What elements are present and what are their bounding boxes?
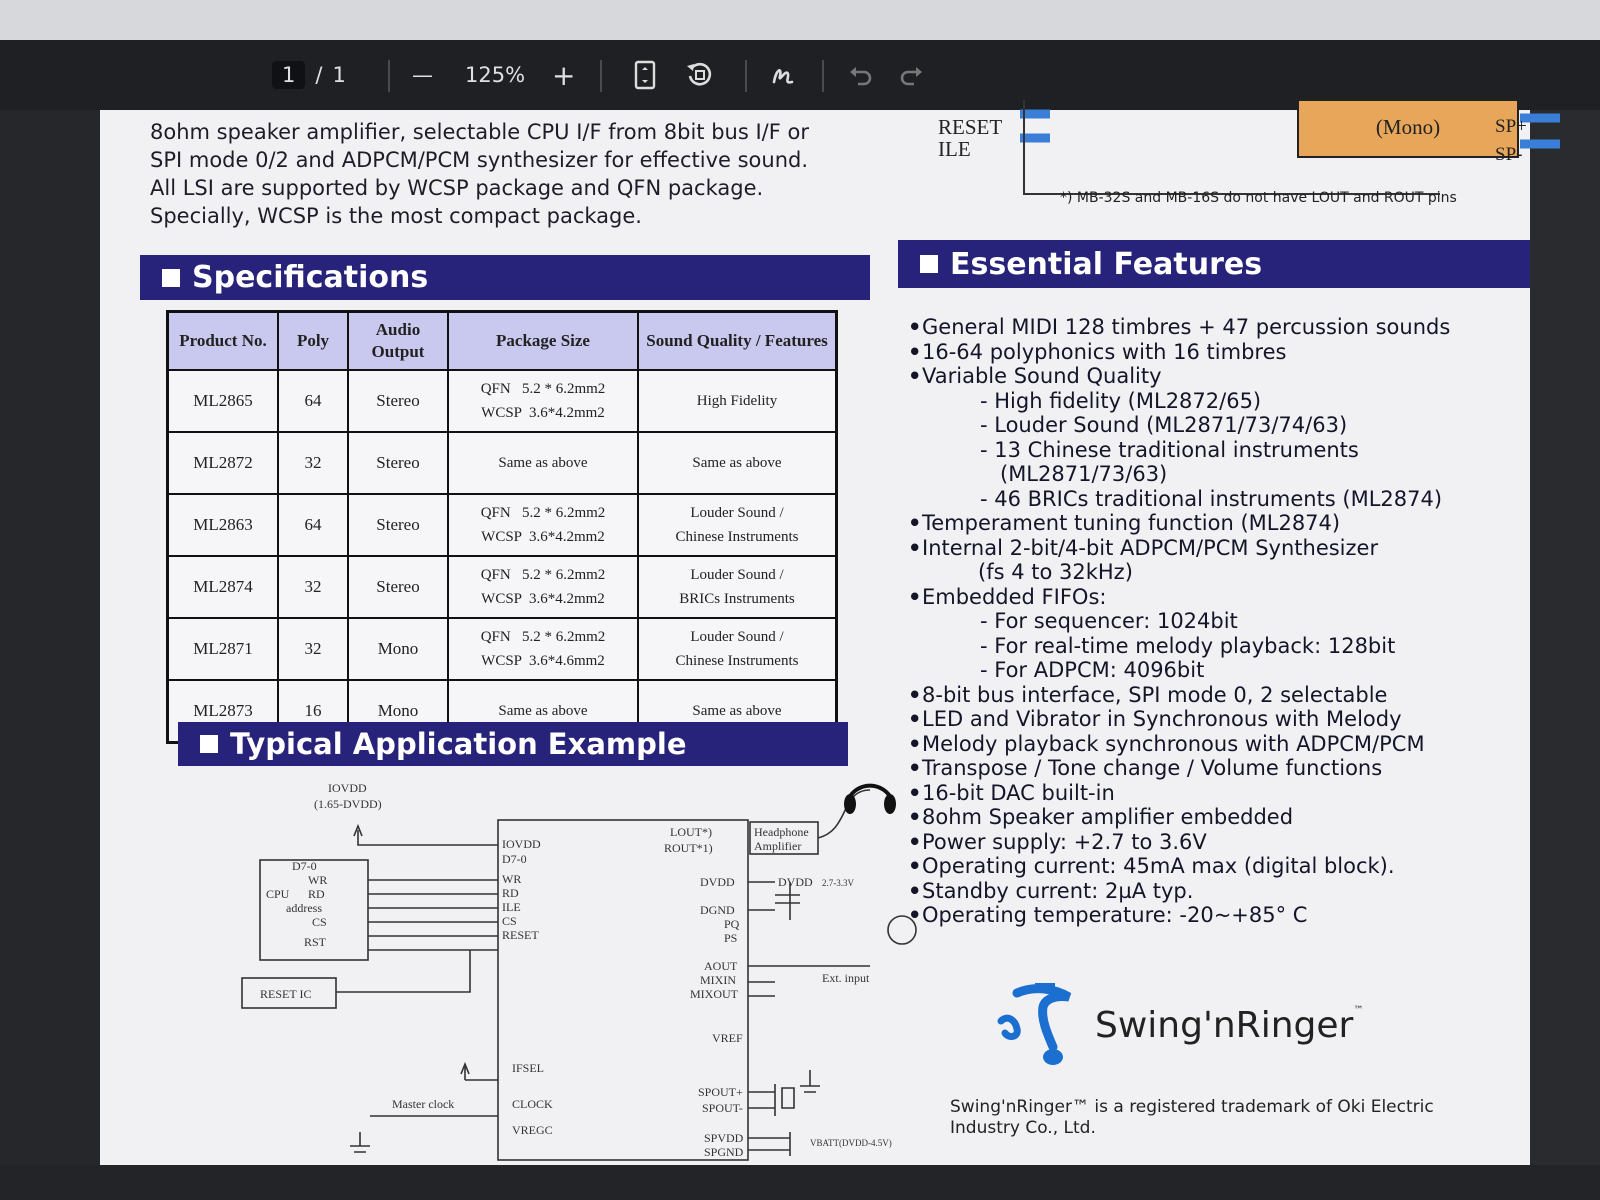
- schematic-label: 2.7-3.3V: [822, 878, 854, 888]
- schematic-label: LOUT*): [670, 825, 712, 839]
- logo-name: Swing'nRinger: [1095, 1005, 1354, 1046]
- schematic-label: RD: [308, 887, 325, 901]
- schematic-label: IOVDD: [502, 837, 541, 851]
- poly-cell: [278, 370, 348, 432]
- intro-line: SPI mode 0/2 and ADPCM/PCM synthesizer for effective sound.: [150, 148, 809, 172]
- zoom-out-label: —: [412, 63, 433, 87]
- intro-line: All LSI are supported by WCSP package and QFN package.: [150, 176, 764, 200]
- cell-line: 32: [304, 453, 322, 472]
- poly-cell: [278, 432, 348, 494]
- cell-line: Stereo: [376, 515, 420, 534]
- schematic-label: Amplifier: [754, 839, 802, 853]
- feature-item: • Embedded FIFOs:: [908, 585, 1528, 610]
- swingnringer-logo-icon: [995, 975, 1095, 1075]
- square-bullet-icon: [200, 735, 218, 753]
- application-schematic: [230, 770, 892, 1165]
- fit-page-icon: [634, 60, 656, 90]
- pen-squiggle-icon: [770, 60, 798, 90]
- feature-item: (fs 4 to 32kHz): [978, 560, 1133, 584]
- specifications-table: [166, 310, 838, 744]
- reset-label: RESET: [938, 115, 1003, 139]
- feature-item: • Variable Sound Quality: [908, 364, 1528, 389]
- table-row: [168, 618, 837, 680]
- cell-line: High Fidelity: [696, 393, 778, 409]
- feature-item: • Temperament tuning function (ML2874): [908, 511, 1528, 536]
- feature-item: • Transpose / Tone change / Volume functions: [908, 756, 1528, 781]
- features-list: [908, 315, 1528, 928]
- feature-item: • 8ohm Speaker amplifier embedded: [908, 805, 1528, 830]
- rotate-icon: [684, 60, 714, 90]
- cell-line: Chinese Instruments: [675, 529, 799, 545]
- schematic-label: PS: [724, 931, 738, 945]
- cell-line: BRICs Instruments: [679, 591, 795, 607]
- column-header: Package Size: [448, 312, 638, 371]
- audio-output-cell: [348, 432, 448, 494]
- zoom-out-button[interactable]: [412, 58, 433, 92]
- sound-quality-cell: [638, 556, 837, 618]
- toolbar-divider: [822, 60, 824, 92]
- cell-line: Mono: [377, 639, 419, 658]
- cell-line: Stereo: [376, 453, 420, 472]
- toolbar-divider: [600, 60, 602, 92]
- schematic-label: CPU: [266, 887, 290, 901]
- sound-quality-cell: [638, 618, 837, 680]
- package-size-cell: [448, 494, 638, 556]
- schematic-label: CS: [502, 914, 517, 928]
- feature-item: (ML2871/73/63): [1000, 462, 1168, 486]
- cell-line: ML2872: [193, 453, 253, 472]
- fit-page-button[interactable]: [634, 58, 656, 92]
- cell-line: QFN 5.2 * 6.2mm2: [480, 629, 606, 645]
- logo-wordmark: [1095, 1005, 1363, 1046]
- schematic-label: ROUT*1): [664, 841, 713, 855]
- feature-item: • LED and Vibrator in Synchronous with Melody: [908, 707, 1528, 732]
- square-bullet-icon: [162, 269, 180, 287]
- package-size-cell: [448, 618, 638, 680]
- schematic-label: AOUT: [704, 959, 738, 973]
- package-size-cell: [448, 370, 638, 432]
- audio-output-cell: [348, 618, 448, 680]
- page-indicator: [272, 58, 346, 92]
- cell-line: ML2873: [193, 701, 253, 720]
- feature-item: • Internal 2-bit/4-bit ADPCM/PCM Synthesizer: [908, 536, 1528, 561]
- schematic-label: IOVDD: [328, 781, 367, 795]
- cell-line: Louder Sound /: [690, 629, 784, 645]
- column-header: Sound Quality / Features: [638, 312, 837, 371]
- product-cell: [168, 618, 279, 680]
- application-header: [178, 722, 848, 766]
- specifications-header: [140, 255, 870, 300]
- ile-label: ILE: [938, 137, 971, 161]
- page-separator: /: [315, 63, 323, 87]
- section-title: Typical Application Example: [230, 727, 687, 761]
- audio-output-cell: [348, 494, 448, 556]
- product-cell: [168, 432, 279, 494]
- zoom-level-label: 125%: [465, 63, 526, 87]
- schematic-label: Ext. input: [822, 971, 870, 985]
- zoom-level[interactable]: [465, 58, 525, 92]
- schematic-label: CS: [312, 915, 327, 929]
- schematic-label: VBATT(DVDD-4.5V): [810, 1138, 892, 1148]
- schematic-label: VREGC: [512, 1123, 553, 1137]
- undo-button[interactable]: [848, 58, 874, 92]
- section-title: Essential Features: [950, 246, 1263, 282]
- column-header: Poly: [278, 312, 348, 371]
- schematic-label: PQ: [724, 917, 740, 931]
- feature-item: • Power supply: +2.7 to 3.6V: [908, 830, 1528, 855]
- mono-label: (Mono): [1375, 115, 1441, 139]
- schematic-label: ILE: [502, 900, 521, 914]
- cell-line: Same as above: [498, 455, 588, 471]
- column-header: Product No.: [168, 312, 279, 371]
- schematic-label: MIXIN: [700, 973, 736, 987]
- rotate-button[interactable]: [684, 58, 714, 92]
- cell-line: Same as above: [692, 703, 782, 719]
- cell-line: ML2863: [193, 515, 253, 534]
- cell-line: Louder Sound /: [690, 567, 784, 583]
- pdf-page: [100, 110, 1530, 1165]
- audio-output-cell: [348, 556, 448, 618]
- cell-line: WCSP 3.6*4.2mm2: [481, 591, 605, 607]
- feature-item: - For real-time melody playback: 128bit: [980, 633, 1396, 658]
- feature-item: • Melody playback synchronous with ADPCM/PCM: [908, 732, 1528, 757]
- cell-line: WCSP 3.6*4.6mm2: [481, 653, 605, 669]
- schematic-label: RD: [502, 886, 519, 900]
- page-number-input[interactable]: 1: [272, 61, 305, 89]
- intro-paragraph: [150, 118, 880, 230]
- schematic-label: DVDD: [778, 875, 813, 889]
- zoom-in-label: +: [552, 58, 576, 92]
- table-row: [168, 494, 837, 556]
- undo-icon: [848, 62, 874, 88]
- schematic-label: DGND: [700, 903, 735, 917]
- schematic-label: SPGND: [704, 1145, 744, 1159]
- feature-item: • 8-bit bus interface, SPI mode 0, 2 selectable: [908, 683, 1528, 708]
- schematic-label: RST: [304, 935, 327, 949]
- cell-line: QFN 5.2 * 6.2mm2: [480, 505, 606, 521]
- trademark-notice: Swing'nRinger™ is a registered trademark of Oki Electric Industry Co., Ltd.: [950, 1097, 1434, 1138]
- page-total: 1: [332, 63, 346, 87]
- viewer-left-margin: [0, 110, 100, 1200]
- feature-item: • 16-bit DAC built-in: [908, 781, 1528, 806]
- cell-line: WCSP 3.6*4.2mm2: [481, 529, 605, 545]
- sp-minus-label: SP-: [1495, 144, 1523, 165]
- table-row: [168, 370, 837, 432]
- cell-line: Chinese Instruments: [675, 653, 799, 669]
- feature-item: • 16-64 polyphonics with 16 timbres: [908, 340, 1528, 365]
- redo-icon: [898, 62, 924, 88]
- poly-cell: [278, 556, 348, 618]
- cell-line: 64: [304, 391, 322, 410]
- cell-line: 64: [304, 515, 322, 534]
- schematic-label: RESET: [502, 928, 539, 942]
- schematic-label: SPOUT+: [698, 1085, 743, 1099]
- redo-button[interactable]: [898, 58, 924, 92]
- feature-item: - Louder Sound (ML2871/73/74/63): [980, 413, 1348, 437]
- table-header-row: [168, 312, 837, 371]
- schematic-label: SPVDD: [704, 1131, 744, 1145]
- feature-item: - 13 Chinese traditional instruments: [980, 437, 1359, 462]
- viewer-right-margin: [1530, 110, 1600, 1200]
- toolbar-divider: [745, 60, 747, 92]
- poly-cell: [278, 494, 348, 556]
- schematic-label: IFSEL: [512, 1061, 545, 1075]
- square-bullet-icon: [920, 255, 938, 273]
- schematic-label: SPOUT-: [702, 1101, 743, 1115]
- schematic-label: DVDD: [700, 875, 735, 889]
- cell-line: ML2871: [193, 639, 253, 658]
- table-row: [168, 556, 837, 618]
- feature-item: - For ADPCM: 4096bit: [980, 658, 1205, 682]
- section-title: Specifications: [192, 260, 429, 295]
- feature-item: - For sequencer: 1024bit: [980, 609, 1238, 633]
- product-cell: [168, 556, 279, 618]
- sound-quality-cell: [638, 370, 837, 432]
- schematic-label: WR: [308, 873, 328, 887]
- package-size-cell: [448, 556, 638, 618]
- feature-item: - 46 BRICs traditional instruments (ML2874): [980, 486, 1443, 511]
- intro-line: Specially, WCSP is the most compact package.: [150, 204, 642, 228]
- pin-note: *) MB-32S and MB-16S do not have LOUT and ROUT pins: [1060, 190, 1457, 206]
- product-cell: [168, 370, 279, 432]
- table-row: [168, 432, 837, 494]
- toolbar-divider: [388, 60, 390, 92]
- feature-item: • Operating temperature: -20~+85° C: [908, 903, 1528, 928]
- schematic-label: Master clock: [392, 1097, 455, 1111]
- cell-line: Stereo: [376, 577, 420, 596]
- schematic-label: (1.65-DVDD): [314, 797, 382, 811]
- package-size-cell: [448, 432, 638, 494]
- column-header: Audio Output: [348, 312, 448, 371]
- schematic-label: MIXOUT: [690, 987, 738, 1001]
- cell-line: WCSP 3.6*4.2mm2: [481, 405, 605, 421]
- schematic-label: address: [286, 901, 322, 915]
- poly-cell: [278, 618, 348, 680]
- feature-item: • Operating current: 45mA max (digital block).: [908, 854, 1528, 879]
- viewer-bottom-margin: [0, 1165, 1600, 1200]
- product-cell: [168, 494, 279, 556]
- schematic-label: Headphone: [754, 825, 809, 839]
- audio-output-cell: [348, 370, 448, 432]
- sound-quality-cell: [638, 432, 837, 494]
- cell-line: 32: [304, 639, 322, 658]
- schematic-label: D7-0: [502, 852, 527, 866]
- cell-line: QFN 5.2 * 6.2mm2: [480, 381, 606, 397]
- cell-line: Same as above: [692, 455, 782, 471]
- schematic-label: D7-0: [292, 859, 317, 873]
- feature-item: • Standby current: 2µA typ.: [908, 879, 1528, 904]
- intro-line: 8ohm speaker amplifier, selectable CPU I/F from 8bit bus I/F or: [150, 120, 809, 144]
- draw-button[interactable]: [770, 58, 798, 92]
- tm-mark: ™: [1353, 1005, 1364, 1016]
- cell-line: QFN 5.2 * 6.2mm2: [480, 567, 606, 583]
- features-header: [898, 240, 1530, 288]
- cell-line: ML2874: [193, 577, 253, 596]
- feature-item: - High fidelity (ML2872/65): [980, 388, 1262, 413]
- cell-line: Mono: [377, 701, 419, 720]
- cell-line: Stereo: [376, 391, 420, 410]
- cell-line: 32: [304, 577, 322, 596]
- zoom-in-button[interactable]: [552, 58, 575, 92]
- cell-line: Louder Sound /: [690, 505, 784, 521]
- browser-top-strip: [0, 0, 1600, 40]
- cell-line: Same as above: [498, 703, 588, 719]
- sp-plus-label: SP+: [1495, 116, 1527, 137]
- schematic-label: VREF: [712, 1031, 743, 1045]
- feature-item: • General MIDI 128 timbres + 47 percussion sounds: [908, 315, 1528, 340]
- schematic-label: RESET IC: [260, 987, 312, 1001]
- cell-line: 16: [304, 701, 322, 720]
- cell-line: ML2865: [193, 391, 253, 410]
- sound-quality-cell: [638, 494, 837, 556]
- schematic-label: WR: [502, 872, 522, 886]
- schematic-label: CLOCK: [512, 1097, 553, 1111]
